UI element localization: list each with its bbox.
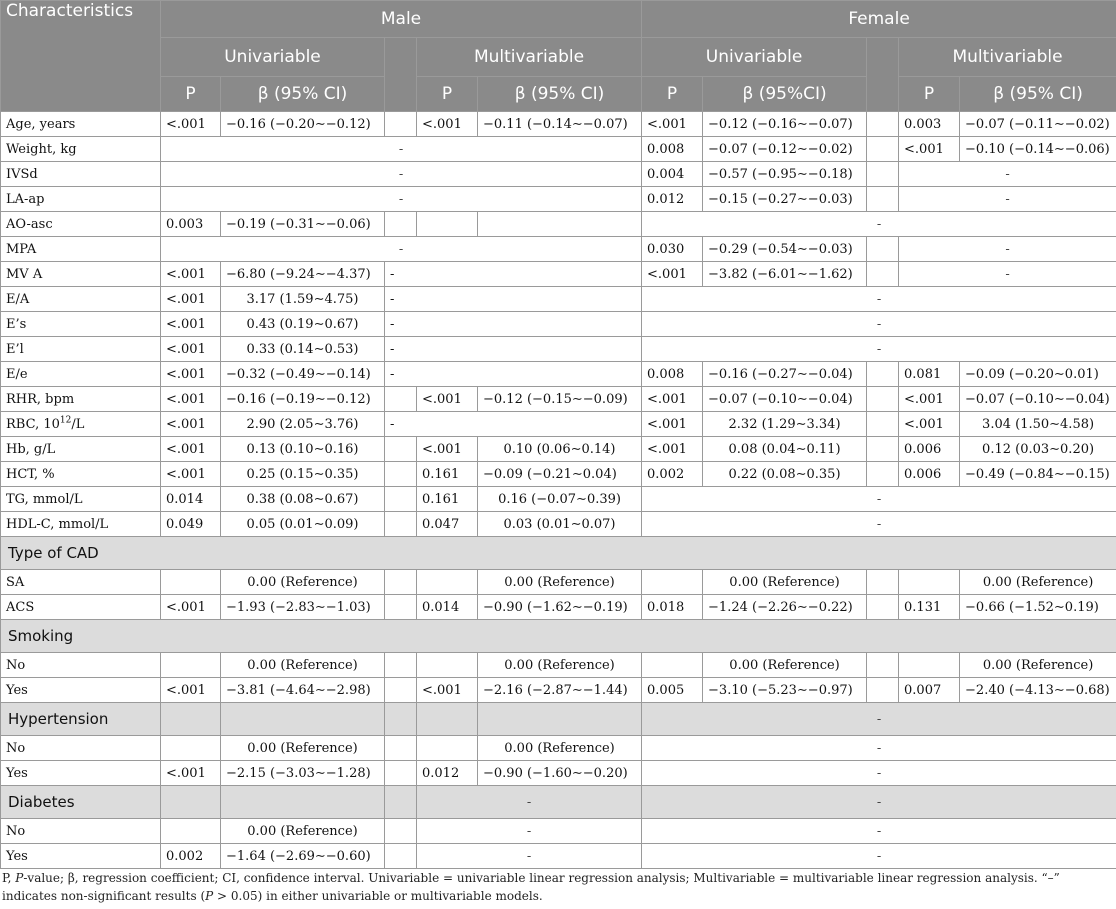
header-male-spacer xyxy=(385,38,417,112)
cell-female-uni-p: 0.002 xyxy=(642,462,703,487)
cell-male-multi-dash: - xyxy=(385,312,642,337)
cell-female-multi-beta: −0.07 (−0.11∼−0.02) xyxy=(960,112,1116,137)
cell-male-spacer xyxy=(385,819,417,844)
cell-female-uni-beta: 0.00 (Reference) xyxy=(703,570,867,595)
cell-male-uni-beta: 0.43 (0.19∼0.67) xyxy=(221,312,385,337)
cell-male-spacer xyxy=(385,761,417,786)
cell-male-uni-beta: −1.64 (−2.69∼−0.60) xyxy=(221,844,385,869)
cell-male-multi-dash: - xyxy=(417,819,642,844)
cell-male-uni-p: <.001 xyxy=(161,362,221,387)
table-row xyxy=(1,437,1116,462)
cell-male-uni-p: <.001 xyxy=(161,462,221,487)
table-row xyxy=(1,487,1116,512)
cell-male-multi-beta: 0.00 (Reference) xyxy=(478,736,642,761)
table-row xyxy=(1,262,1116,287)
cell-male-dash: - xyxy=(161,162,642,187)
cell-female-dash: - xyxy=(642,512,1116,537)
cell-female-uni-p: 0.005 xyxy=(642,678,703,703)
cell-female-multi-beta: −0.07 (−0.10∼−0.04) xyxy=(960,387,1116,412)
footnote-italic-p: P xyxy=(15,871,24,885)
section-cell xyxy=(161,786,221,819)
cell-female-spacer xyxy=(867,137,899,162)
cell-male-uni-beta: 3.17 (1.59∼4.75) xyxy=(221,287,385,312)
cell-male-multi-beta: −0.11 (−0.14∼−0.07) xyxy=(478,112,642,137)
cell-male-uni-beta: −0.16 (−0.20∼−0.12) xyxy=(221,112,385,137)
cell-male-uni-p: 0.002 xyxy=(161,844,221,869)
cell-male-dash: - xyxy=(161,237,642,262)
cell-female-uni-p: 0.018 xyxy=(642,595,703,620)
cell-female-spacer xyxy=(867,462,899,487)
cell-female-uni-beta: 0.00 (Reference) xyxy=(703,653,867,678)
cell-male-uni-p: <.001 xyxy=(161,262,221,287)
cell-male-multi-dash: - xyxy=(385,287,642,312)
cell-female-spacer xyxy=(867,362,899,387)
table-row xyxy=(1,137,1116,162)
section-cell xyxy=(221,703,385,736)
cell-male-multi-p xyxy=(417,736,478,761)
cell-male-spacer xyxy=(385,512,417,537)
header-male-uni-p: P xyxy=(161,77,221,112)
cell-female-multi-p: 0.081 xyxy=(899,362,960,387)
table-row xyxy=(1,678,1116,703)
cell-female-spacer xyxy=(867,678,899,703)
cell-female-spacer xyxy=(867,387,899,412)
section-cell xyxy=(478,703,642,736)
table-row xyxy=(1,237,1116,262)
cell-male-uni-p: <.001 xyxy=(161,437,221,462)
cell-female-multi-dash: - xyxy=(899,162,1116,187)
cell-male-multi-dash: - xyxy=(385,262,642,287)
table-row xyxy=(1,844,1116,869)
table-row xyxy=(1,212,1116,237)
cell-female-multi-p: 0.006 xyxy=(899,462,960,487)
row-label: RHR, bpm xyxy=(1,387,161,412)
cell-male-spacer xyxy=(385,462,417,487)
cell-female-spacer xyxy=(867,595,899,620)
cell-female-uni-beta: −3.82 (−6.01∼−1.62) xyxy=(703,262,867,287)
cell-female-multi-p xyxy=(899,653,960,678)
row-label: IVSd xyxy=(1,162,161,187)
cell-male-uni-beta: 2.90 (2.05∼3.76) xyxy=(221,412,385,437)
cell-female-spacer xyxy=(867,437,899,462)
cell-female-multi-beta: −0.10 (−0.14∼−0.06) xyxy=(960,137,1116,162)
cell-female-uni-p: <.001 xyxy=(642,412,703,437)
row-label: E/e xyxy=(1,362,161,387)
row-label: Weight, kg xyxy=(1,137,161,162)
cell-female-multi-beta: −2.40 (−4.13∼−0.68) xyxy=(960,678,1116,703)
cell-female-multi-p: <.001 xyxy=(899,137,960,162)
cell-female-dash: - xyxy=(642,487,1116,512)
table-footnote xyxy=(2,869,1112,905)
cell-male-multi-beta: −2.16 (−2.87∼−1.44) xyxy=(478,678,642,703)
cell-female-uni-p: 0.004 xyxy=(642,162,703,187)
cell-female-multi-p: <.001 xyxy=(899,412,960,437)
cell-female-uni-beta: −0.57 (−0.95∼−0.18) xyxy=(703,162,867,187)
section-row xyxy=(1,786,1116,819)
row-label: Yes xyxy=(1,761,161,786)
cell-female-uni-p xyxy=(642,570,703,595)
cell-female-multi-beta: −0.09 (−0.20∼0.01) xyxy=(960,362,1116,387)
cell-male-multi-p: 0.161 xyxy=(417,462,478,487)
row-label: LA-ap xyxy=(1,187,161,212)
section-hypertension: Hypertension xyxy=(1,703,161,736)
section-row xyxy=(1,620,1116,653)
cell-male-multi-beta: 0.00 (Reference) xyxy=(478,653,642,678)
cell-male-spacer xyxy=(385,437,417,462)
cell-male-multi-dash: - xyxy=(385,412,642,437)
cell-male-uni-p: <.001 xyxy=(161,312,221,337)
cell-male-spacer xyxy=(385,678,417,703)
cell-female-multi-p: 0.131 xyxy=(899,595,960,620)
table-row xyxy=(1,570,1116,595)
cell-male-uni-beta: −0.32 (−0.49∼−0.14) xyxy=(221,362,385,387)
cell-male-multi-beta: −0.90 (−1.60∼−0.20) xyxy=(478,761,642,786)
cell-male-uni-beta: 0.00 (Reference) xyxy=(221,653,385,678)
cell-male-uni-beta: −0.16 (−0.19∼−0.12) xyxy=(221,387,385,412)
cell-male-multi-p xyxy=(417,653,478,678)
cell-male-spacer xyxy=(385,595,417,620)
cell-female-multi-dash: - xyxy=(899,262,1116,287)
cell-male-uni-p: <.001 xyxy=(161,337,221,362)
section-cell xyxy=(385,703,417,736)
cell-female-multi-beta: −0.49 (−0.84∼−0.15) xyxy=(960,462,1116,487)
cell-female-dash: - xyxy=(642,212,1116,237)
row-label: Age, years xyxy=(1,112,161,137)
row-label: ACS xyxy=(1,595,161,620)
row-label: MPA xyxy=(1,237,161,262)
header-male-univariable: Univariable xyxy=(161,38,385,77)
section-diabetes: Diabetes xyxy=(1,786,161,819)
cell-female-uni-p: 0.008 xyxy=(642,137,703,162)
section-type-of-cad: Type of CAD xyxy=(1,537,1116,570)
cell-male-multi-beta: 0.10 (0.06∼0.14) xyxy=(478,437,642,462)
cell-male-spacer xyxy=(385,387,417,412)
cell-male-multi-p: 0.161 xyxy=(417,487,478,512)
cell-male-spacer xyxy=(385,112,417,137)
row-label-exponent: 12 xyxy=(59,415,72,426)
header-female-uni-p: P xyxy=(642,77,703,112)
row-label-post: /L xyxy=(71,416,85,432)
cell-female-spacer xyxy=(867,570,899,595)
row-label: HCT, % xyxy=(1,462,161,487)
cell-male-multi-beta: 0.03 (0.01∼0.07) xyxy=(478,512,642,537)
header-female-univariable: Univariable xyxy=(642,38,867,77)
row-label: Yes xyxy=(1,678,161,703)
cell-male-multi-beta: −0.12 (−0.15∼−0.09) xyxy=(478,387,642,412)
cell-male-uni-p: 0.049 xyxy=(161,512,221,537)
cell-female-uni-beta: −0.12 (−0.16∼−0.07) xyxy=(703,112,867,137)
cell-male-uni-p: <.001 xyxy=(161,595,221,620)
section-cell xyxy=(417,703,478,736)
table-row xyxy=(1,595,1116,620)
cell-female-dash: - xyxy=(642,337,1116,362)
header-male-multi-p: P xyxy=(417,77,478,112)
cell-male-spacer xyxy=(385,653,417,678)
header-male-uni-beta: β (95% CI) xyxy=(221,77,385,112)
table-row xyxy=(1,362,1116,387)
cell-male-uni-beta: 0.13 (0.10∼0.16) xyxy=(221,437,385,462)
cell-female-uni-p: 0.008 xyxy=(642,362,703,387)
cell-female-spacer xyxy=(867,162,899,187)
cell-male-uni-beta: 0.05 (0.01∼0.09) xyxy=(221,512,385,537)
section-male-multi-dash: - xyxy=(417,786,642,819)
cell-female-spacer xyxy=(867,262,899,287)
cell-female-uni-beta: −0.29 (−0.54∼−0.03) xyxy=(703,237,867,262)
row-label xyxy=(1,412,161,437)
row-label: E’s xyxy=(1,312,161,337)
header-characteristics: Characteristics xyxy=(1,1,161,112)
header-male-multi-beta: β (95% CI) xyxy=(478,77,642,112)
cell-female-multi-p xyxy=(899,570,960,595)
table-row xyxy=(1,819,1116,844)
table-row xyxy=(1,312,1116,337)
cell-male-spacer xyxy=(385,570,417,595)
section-female-dash: - xyxy=(642,786,1116,819)
cell-male-uni-p: <.001 xyxy=(161,761,221,786)
row-label: AO-asc xyxy=(1,212,161,237)
cell-male-uni-p: <.001 xyxy=(161,287,221,312)
section-female-dash: - xyxy=(642,703,1116,736)
cell-male-multi-p: <.001 xyxy=(417,678,478,703)
cell-female-uni-p: 0.030 xyxy=(642,237,703,262)
cell-male-uni-p: <.001 xyxy=(161,387,221,412)
cell-male-uni-beta: −3.81 (−4.64∼−2.98) xyxy=(221,678,385,703)
cell-male-uni-p: 0.014 xyxy=(161,487,221,512)
cell-female-multi-p: 0.003 xyxy=(899,112,960,137)
cell-female-uni-beta: −0.07 (−0.10∼−0.04) xyxy=(703,387,867,412)
cell-female-uni-beta: −0.16 (−0.27∼−0.04) xyxy=(703,362,867,387)
cell-male-multi-p: 0.012 xyxy=(417,761,478,786)
cell-female-dash: - xyxy=(642,287,1116,312)
table-row xyxy=(1,337,1116,362)
header-female-multi-beta: β (95% CI) xyxy=(960,77,1116,112)
cell-male-dash: - xyxy=(161,187,642,212)
cell-female-uni-p: <.001 xyxy=(642,387,703,412)
cell-female-multi-beta: 3.04 (1.50∼4.58) xyxy=(960,412,1116,437)
cell-female-multi-beta: −0.66 (−1.52∼0.19) xyxy=(960,595,1116,620)
table-row xyxy=(1,462,1116,487)
cell-female-multi-p: 0.007 xyxy=(899,678,960,703)
cell-female-multi-beta: 0.00 (Reference) xyxy=(960,570,1116,595)
cell-female-dash: - xyxy=(642,312,1116,337)
row-label: TG, mmol/L xyxy=(1,487,161,512)
cell-male-multi-beta: −0.90 (−1.62∼−0.19) xyxy=(478,595,642,620)
table-row xyxy=(1,187,1116,212)
table-row xyxy=(1,287,1116,312)
cell-female-spacer xyxy=(867,187,899,212)
table-row xyxy=(1,736,1116,761)
table-row xyxy=(1,412,1116,437)
cell-male-multi-dash: - xyxy=(385,362,642,387)
cell-female-uni-beta: −3.10 (−5.23∼−0.97) xyxy=(703,678,867,703)
cell-male-uni-beta: 0.25 (0.15∼0.35) xyxy=(221,462,385,487)
cell-female-spacer xyxy=(867,412,899,437)
row-label: MV A xyxy=(1,262,161,287)
section-row xyxy=(1,537,1116,570)
section-cell xyxy=(385,786,417,819)
header-male: Male xyxy=(161,1,642,38)
cell-female-uni-beta: −1.24 (−2.26∼−0.22) xyxy=(703,595,867,620)
cell-female-spacer xyxy=(867,237,899,262)
cell-female-dash: - xyxy=(642,761,1116,786)
table-row xyxy=(1,162,1116,187)
cell-male-uni-beta: 0.00 (Reference) xyxy=(221,570,385,595)
cell-female-multi-p: <.001 xyxy=(899,387,960,412)
cell-female-uni-p: <.001 xyxy=(642,437,703,462)
cell-male-uni-beta: 0.33 (0.14∼0.53) xyxy=(221,337,385,362)
cell-male-uni-p: <.001 xyxy=(161,678,221,703)
row-label: E/A xyxy=(1,287,161,312)
cell-male-spacer xyxy=(385,736,417,761)
cell-male-spacer xyxy=(385,487,417,512)
cell-female-uni-p: <.001 xyxy=(642,262,703,287)
section-cell xyxy=(161,703,221,736)
cell-male-dash: - xyxy=(161,137,642,162)
row-label: E’l xyxy=(1,337,161,362)
cell-male-multi-beta xyxy=(478,212,642,237)
cell-female-multi-beta: 0.12 (0.03∼0.20) xyxy=(960,437,1116,462)
cell-male-multi-beta: −0.09 (−0.21∼0.04) xyxy=(478,462,642,487)
cell-male-multi-p xyxy=(417,212,478,237)
cell-male-multi-dash: - xyxy=(417,844,642,869)
footnote-part: -value; β, regression coefficient; CI, confidence interval. Univariable = univariable linear regression analysis; Multivariable = multivariable linear regression analysis. “–” indicates non-significant results ( xyxy=(2,871,1060,903)
cell-male-multi-p: 0.014 xyxy=(417,595,478,620)
table-row xyxy=(1,112,1116,137)
section-smoking: Smoking xyxy=(1,620,1116,653)
row-label: No xyxy=(1,819,161,844)
table-row xyxy=(1,761,1116,786)
cell-female-uni-beta: 0.08 (0.04∼0.11) xyxy=(703,437,867,462)
cell-male-uni-p xyxy=(161,819,221,844)
cell-male-uni-beta: −1.93 (−2.83∼−1.03) xyxy=(221,595,385,620)
cell-female-dash: - xyxy=(642,736,1116,761)
footnote-part: P, xyxy=(2,871,16,885)
cell-male-multi-dash: - xyxy=(385,337,642,362)
table-row xyxy=(1,512,1116,537)
header-female-multi-p: P xyxy=(899,77,960,112)
cell-male-multi-p: 0.047 xyxy=(417,512,478,537)
row-label: Yes xyxy=(1,844,161,869)
footnote-part: > 0.05) in either univariable or multivariable models. xyxy=(213,889,543,903)
cell-male-uni-beta: −0.19 (−0.31∼−0.06) xyxy=(221,212,385,237)
cell-male-uni-p: 0.003 xyxy=(161,212,221,237)
cell-male-multi-p: <.001 xyxy=(417,112,478,137)
footnote-italic-p: P xyxy=(205,889,214,903)
cell-male-multi-p: <.001 xyxy=(417,387,478,412)
cell-male-multi-p: <.001 xyxy=(417,437,478,462)
cell-male-spacer xyxy=(385,844,417,869)
header-female-uni-beta: β (95%CI) xyxy=(703,77,867,112)
cell-male-uni-beta: −6.80 (−9.24∼−4.37) xyxy=(221,262,385,287)
table-row xyxy=(1,387,1116,412)
cell-female-uni-p xyxy=(642,653,703,678)
cell-female-uni-beta: 0.22 (0.08∼0.35) xyxy=(703,462,867,487)
cell-female-uni-beta: 2.32 (1.29∼3.34) xyxy=(703,412,867,437)
row-label: No xyxy=(1,653,161,678)
cell-male-uni-p xyxy=(161,653,221,678)
cell-male-multi-p xyxy=(417,570,478,595)
cell-male-uni-beta: 0.38 (0.08∼0.67) xyxy=(221,487,385,512)
cell-female-uni-p: 0.012 xyxy=(642,187,703,212)
cell-male-uni-p xyxy=(161,570,221,595)
cell-male-uni-beta: 0.00 (Reference) xyxy=(221,819,385,844)
cell-female-spacer xyxy=(867,653,899,678)
cell-female-uni-p: <.001 xyxy=(642,112,703,137)
cell-male-multi-beta: 0.16 (−0.07∼0.39) xyxy=(478,487,642,512)
row-label: No xyxy=(1,736,161,761)
cell-female-multi-p: 0.006 xyxy=(899,437,960,462)
section-cell xyxy=(221,786,385,819)
cell-female-dash: - xyxy=(642,819,1116,844)
cell-male-uni-beta: 0.00 (Reference) xyxy=(221,736,385,761)
header-male-multivariable: Multivariable xyxy=(417,38,642,77)
cell-male-uni-p: <.001 xyxy=(161,412,221,437)
section-row xyxy=(1,703,1116,736)
cell-male-uni-p xyxy=(161,736,221,761)
cell-female-multi-beta: 0.00 (Reference) xyxy=(960,653,1116,678)
cell-male-uni-p: <.001 xyxy=(161,112,221,137)
cell-female-uni-beta: −0.15 (−0.27∼−0.03) xyxy=(703,187,867,212)
cell-female-spacer xyxy=(867,112,899,137)
cell-female-multi-dash: - xyxy=(899,237,1116,262)
cell-male-multi-beta: 0.00 (Reference) xyxy=(478,570,642,595)
header-female: Female xyxy=(642,1,1116,38)
row-label: HDL-C, mmol/L xyxy=(1,512,161,537)
header-female-spacer xyxy=(867,38,899,112)
cell-female-multi-dash: - xyxy=(899,187,1116,212)
cell-male-uni-beta: −2.15 (−3.03∼−1.28) xyxy=(221,761,385,786)
cell-male-spacer xyxy=(385,212,417,237)
row-label: SA xyxy=(1,570,161,595)
cell-female-dash: - xyxy=(642,844,1116,869)
table-row xyxy=(1,653,1116,678)
header-female-multivariable: Multivariable xyxy=(899,38,1116,77)
cell-female-uni-beta: −0.07 (−0.12∼−0.02) xyxy=(703,137,867,162)
row-label-pre: RBC, 10 xyxy=(6,416,60,432)
row-label: Hb, g/L xyxy=(1,437,161,462)
